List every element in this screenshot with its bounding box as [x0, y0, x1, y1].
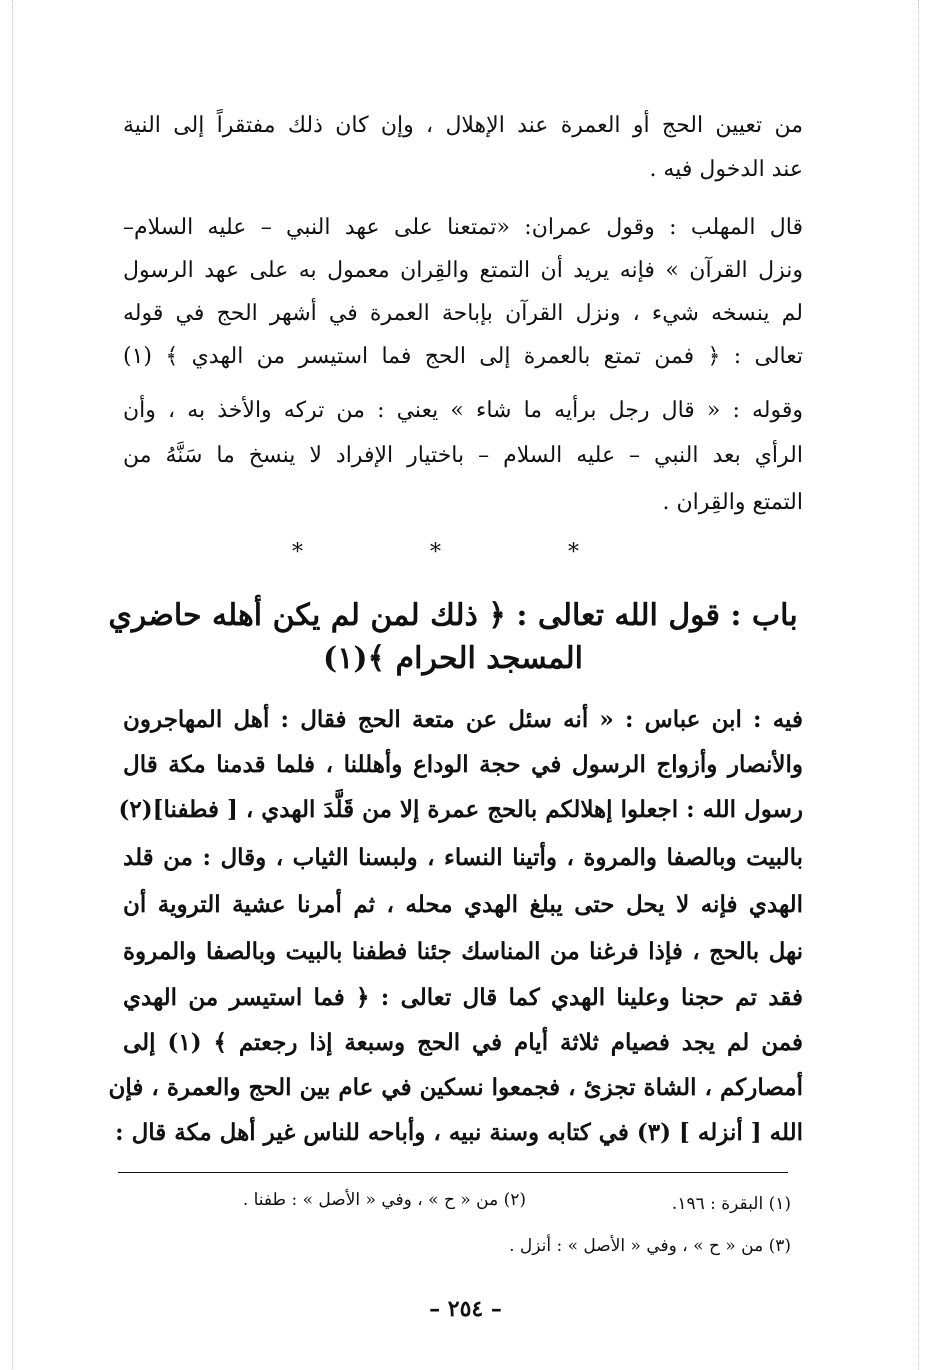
text-line: والأنصار وأزواج الرسول في حجة الوداع وأهللنا ، فلما قدمنا مكة قال	[123, 751, 803, 778]
text-line: قال المهلب : وقول عمران: «تمتعنا على عهد النبي – عليه السلام–	[123, 215, 803, 240]
text-line: عند الدخول فيه .	[649, 157, 803, 182]
text-line: رسول الله : اجعلوا إهلالكم بالحج عمرة إلا من قَلَّدَ الهدي ، [ فطفنا](٢)	[118, 796, 803, 823]
text-line: ونزل القرآن » فإنه يريد أن التمتع والقِران معمول به على عهد الرسول	[123, 258, 803, 283]
text-line: التمتع والقِران .	[662, 490, 803, 515]
text-line: نهل بالحج ، فإذا فرغنا من المناسك جئنا فطفنا بالبيت وبالصفا والمروة	[123, 938, 803, 965]
footnote-3: (٣) من « ح » ، وفي « الأصل » : أنزل .	[509, 1236, 791, 1256]
footnote-divider	[118, 1172, 788, 1173]
text-line: الله [ أنزله ] (٣) في كتابه وسنة نبيه ، وأباحه للناس غير أهل مكة قال :	[115, 1119, 803, 1146]
text-line: بالبيت وبالصفا والمروة ، وأتينا النساء ، ولبسنا الثياب ، وقال : من قلد	[123, 844, 803, 871]
text-line: لم ينسخه شيء ، ونزل القرآن بإباحة العمرة في أشهر الحج في قوله	[123, 301, 803, 326]
text-line: فمن لم يجد فصيام ثلاثة أيام في الحج وسبعة إذا رجعتم ﴾ (١) إلى	[123, 1029, 803, 1056]
text-line: وقوله : « قال رجل برأيه ما شاء » يعني : من تركه والأخذ به ، وأن	[123, 398, 803, 423]
footnote-1: (١) البقرة : ١٩٦.	[671, 1194, 791, 1214]
text-line: أمصاركم ، الشاة تجزئ ، فجمعوا نسكين في عام بين الحج والعمرة ، فإن	[108, 1074, 803, 1101]
page-number: – ٢٥٤ –	[429, 1296, 502, 1322]
text-line: من تعيين الحج أو العمرة عند الإهلال ، وإن كان ذلك مفتقراً إلى النية	[123, 113, 803, 138]
text-line: الهدي فإنه لا يحل حتى يبلغ الهدي محله ، ثم أمرنا عشية التروية أن	[123, 891, 803, 918]
section-separator: * * *	[292, 540, 639, 565]
footnote-2: (٢) من « ح » ، وفي « الأصل » : طفنا .	[242, 1190, 526, 1210]
scan-edge-right	[918, 0, 919, 1370]
text-line: فقد تم حجنا وعلينا الهدي كما قال تعالى : ﴿ فما استيسر من الهدي	[123, 984, 803, 1011]
scan-edge-left	[12, 0, 13, 1370]
chapter-heading-line: المسجد الحرام ﴾(١)	[323, 641, 583, 676]
text-line: تعالى : ﴿ فمن تمتع بالعمرة إلى الحج فما استيسر من الهدي ﴾ (١)	[123, 344, 803, 369]
chapter-heading-line: باب : قول الله تعالى : ﴿ ذلك لمن لم يكن أهله حاضري	[108, 598, 798, 633]
text-line: فيه : ابن عباس : « أنه سئل عن متعة الحج فقال : أهل المهاجرون	[123, 706, 803, 733]
text-line: الرأي بعد النبي – عليه السلام – باختيار الإفراد لا ينسخ ما سَنَّهُ من	[123, 443, 803, 468]
